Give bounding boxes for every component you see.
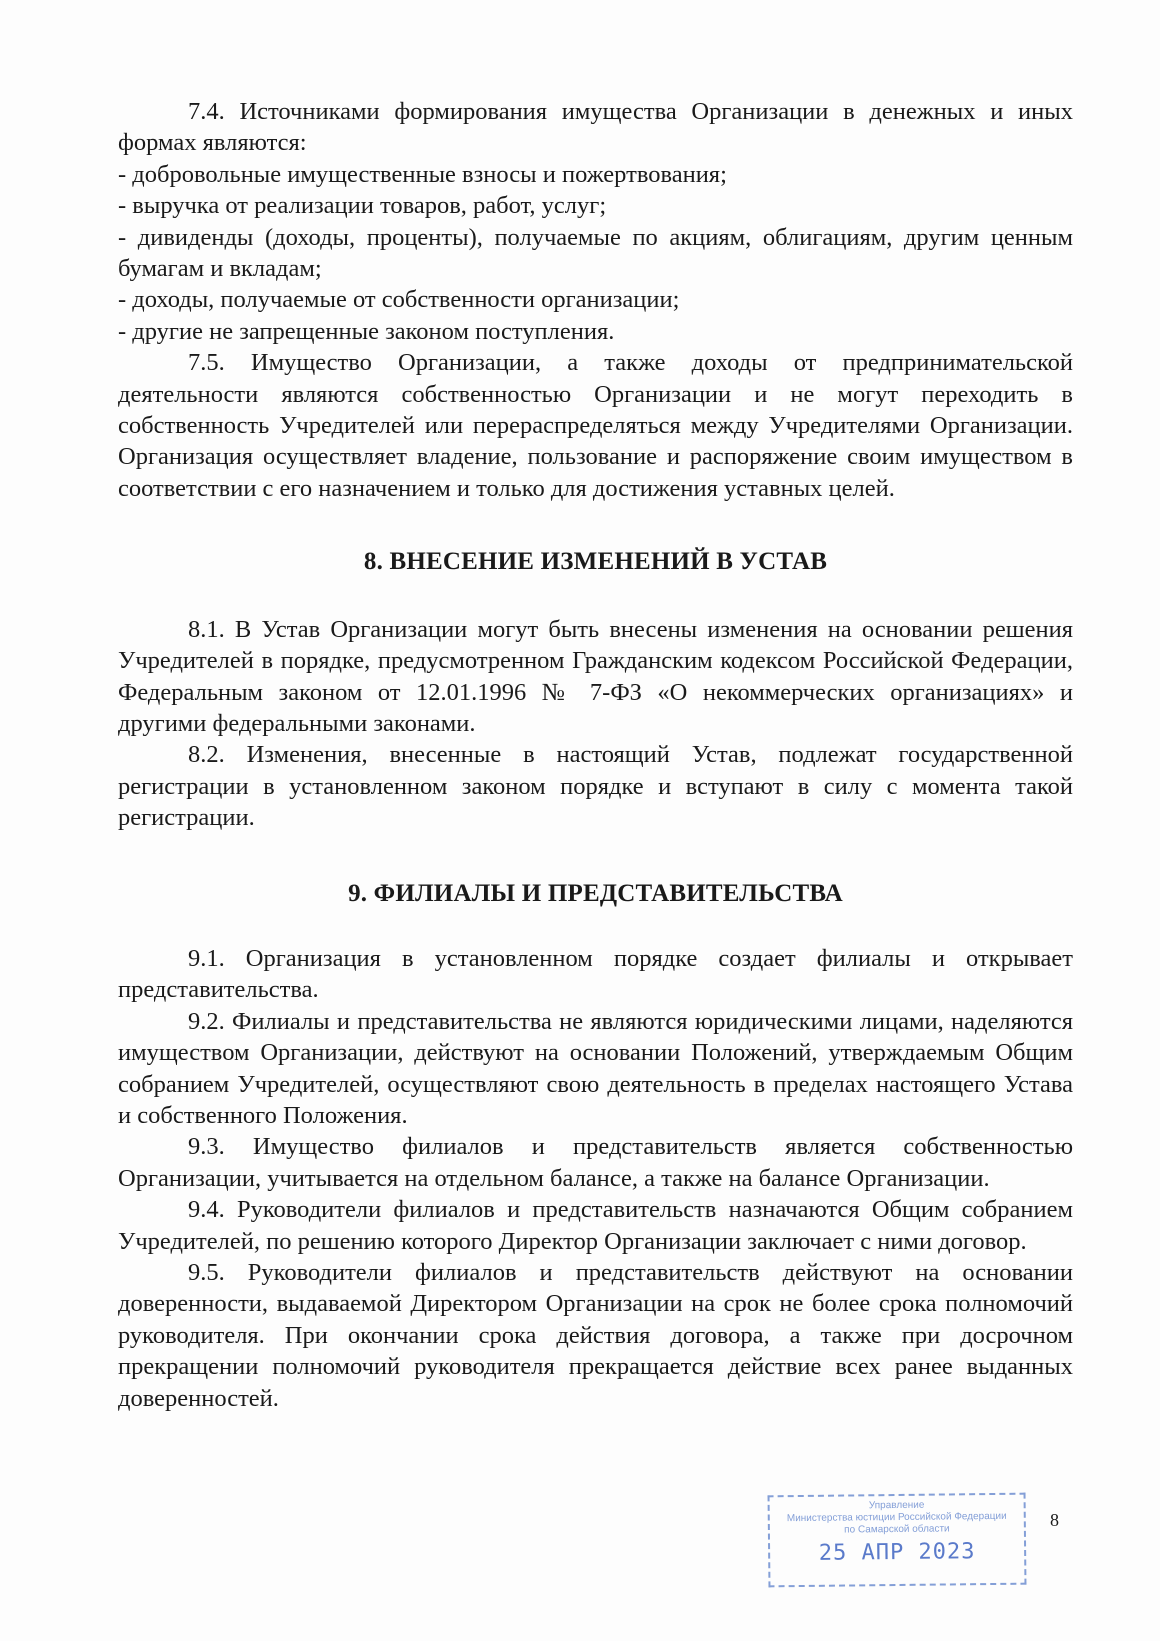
document-body	[118, 96, 1073, 1414]
paragraph-9-2: 9.2. Филиалы и представительства не являются юридическими лицами, наделяются имуществом Организации, действуют на основании Положений, утверждаемым Общим собранием Учредителей, осуществляют свою деятельность в пределах настоящего Устава и собственного Положения.	[118, 1007, 1073, 1129]
stamp-line-1: Управление	[868, 1499, 925, 1512]
list-item: - добровольные имущественные взносы и пожертвования;	[118, 160, 727, 188]
stamp-line-2: Министерства юстиции Российской Федерации	[786, 1510, 1007, 1525]
stamp-date: 25 АПР 2023	[818, 1539, 976, 1566]
paragraph-9-1: 9.1. Организация в установленном порядке создает филиалы и открывает представительства.	[118, 944, 1073, 1004]
section-heading-9: 9. ФИЛИАЛЫ И ПРЕДСТАВИТЕЛЬСТВА	[348, 879, 843, 907]
paragraph-9-4: 9.4. Руководители филиалов и представительств назначаются Общим собранием Учредителей, по решению которого Директор Организации заключает с ними договор.	[118, 1196, 1073, 1255]
paragraph-9-5: 9.5. Руководители филиалов и представительств действуют на основании доверенности, выдаваемой Директором Организации на срок не более срока полномочий руководителя. При окончании срока действия договора, а также при досрочном прекращении полномочий руководителя прекращается действие всех ранее выданных доверенностей.	[118, 1259, 1073, 1412]
list-item: - доходы, получаемые от собственности организации;	[118, 286, 680, 314]
list-item: - дивиденды (доходы, проценты), получаемые по акциям, облигациям, другим ценным бумагам и вкладам;	[118, 223, 1073, 283]
paragraph-7-4: 7.4. Источниками формирования имущества Организации в денежных и иных формах являются:	[118, 98, 1073, 157]
list-item: - выручка от реализации товаров, работ, услуг;	[118, 192, 607, 220]
paragraph-7-5: 7.5. Имущество Организации, а также доходы от предпринимательской деятельности являются собственностью Организации и не могут переходить в собственность Учредителей или перераспределяться между Учредителями Организации. Организация осуществляет владение, пользование и распоряжение своим имуществом в соответствии с его назначением и только для достижения уставных целей.	[118, 349, 1073, 502]
stamp-line-3: по Самарской области	[844, 1523, 950, 1536]
list-item: - другие не запрещенные законом поступления.	[118, 317, 615, 345]
section-heading-8: 8. ВНЕСЕНИЕ ИЗМЕНЕНИЙ В УСТАВ	[363, 548, 828, 576]
paragraph-8-2: 8.2. Изменения, внесенные в настоящий Устав, подлежат государственной регистрации в установленном законом порядке и вступают в силу с момента такой регистрации.	[118, 741, 1073, 832]
paragraph-8-1: 8.1. В Устав Организации могут быть внесены изменения на основании решения Учредителей в порядке, предусмотренном Гражданским кодексом Российской Федерации, Федеральным законом от 12.01.1996 № 7-ФЗ «О некоммерческих организациях» и другими федеральными законами.	[118, 615, 1073, 737]
registration-stamp	[768, 1493, 1027, 1588]
paragraph-9-3: 9.3. Имущество филиалов и представительств является собственностью Организации, учитывается на отдельном балансе, а также на балансе Организации.	[118, 1133, 1073, 1192]
page-number: 8	[1050, 1510, 1059, 1530]
